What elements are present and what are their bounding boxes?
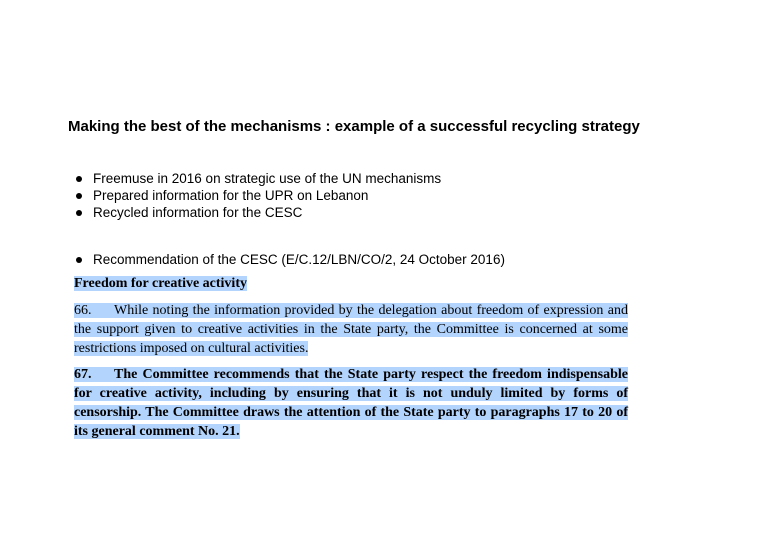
recommendation-list [74, 251, 505, 268]
paragraph-number: 67. [74, 367, 92, 382]
paragraph-text: While noting the information provided by the delegation about freedom of expression and the support given to creative activities in the State party, the Committee is concerned at some restrictions imposed on cultural activities. [74, 303, 628, 356]
excerpt-heading [74, 274, 628, 293]
excerpt-heading-text: Freedom for creative activity [74, 276, 247, 291]
paragraph-number: 66. [74, 303, 92, 318]
list-item [74, 204, 441, 221]
list-item [74, 187, 441, 204]
recommendation-text: Recommendation of the CESC (E/C.12/LBN/CO/2, 24 October 2016) [93, 252, 505, 267]
document-excerpt [74, 274, 628, 448]
paragraph-67 [74, 365, 628, 441]
bullet-icon [76, 257, 82, 263]
bullet-text: Prepared information for the UPR on Lebanon [93, 188, 369, 203]
bullet-icon [76, 193, 82, 199]
list-item [74, 251, 505, 268]
bullet-list [74, 170, 441, 221]
bullet-text: Freemuse in 2016 on strategic use of the UN mechanisms [93, 171, 442, 186]
bullet-icon [76, 176, 82, 182]
slide-title: Making the best of the mechanisms : example of a successful recycling strategy [68, 118, 640, 135]
bullet-icon [76, 210, 82, 216]
list-item [74, 170, 441, 187]
paragraph-text: The Committee recommends that the State party respect the freedom indispensable for creative activity, including by ensuring that it is not unduly limited by forms of censorship. The Committee draws the attention of the State party to paragraphs 17 to 20 of its general comment No. 21. [74, 367, 628, 439]
paragraph-66 [74, 301, 628, 358]
bullet-text: Recycled information for the CESC [93, 205, 303, 220]
